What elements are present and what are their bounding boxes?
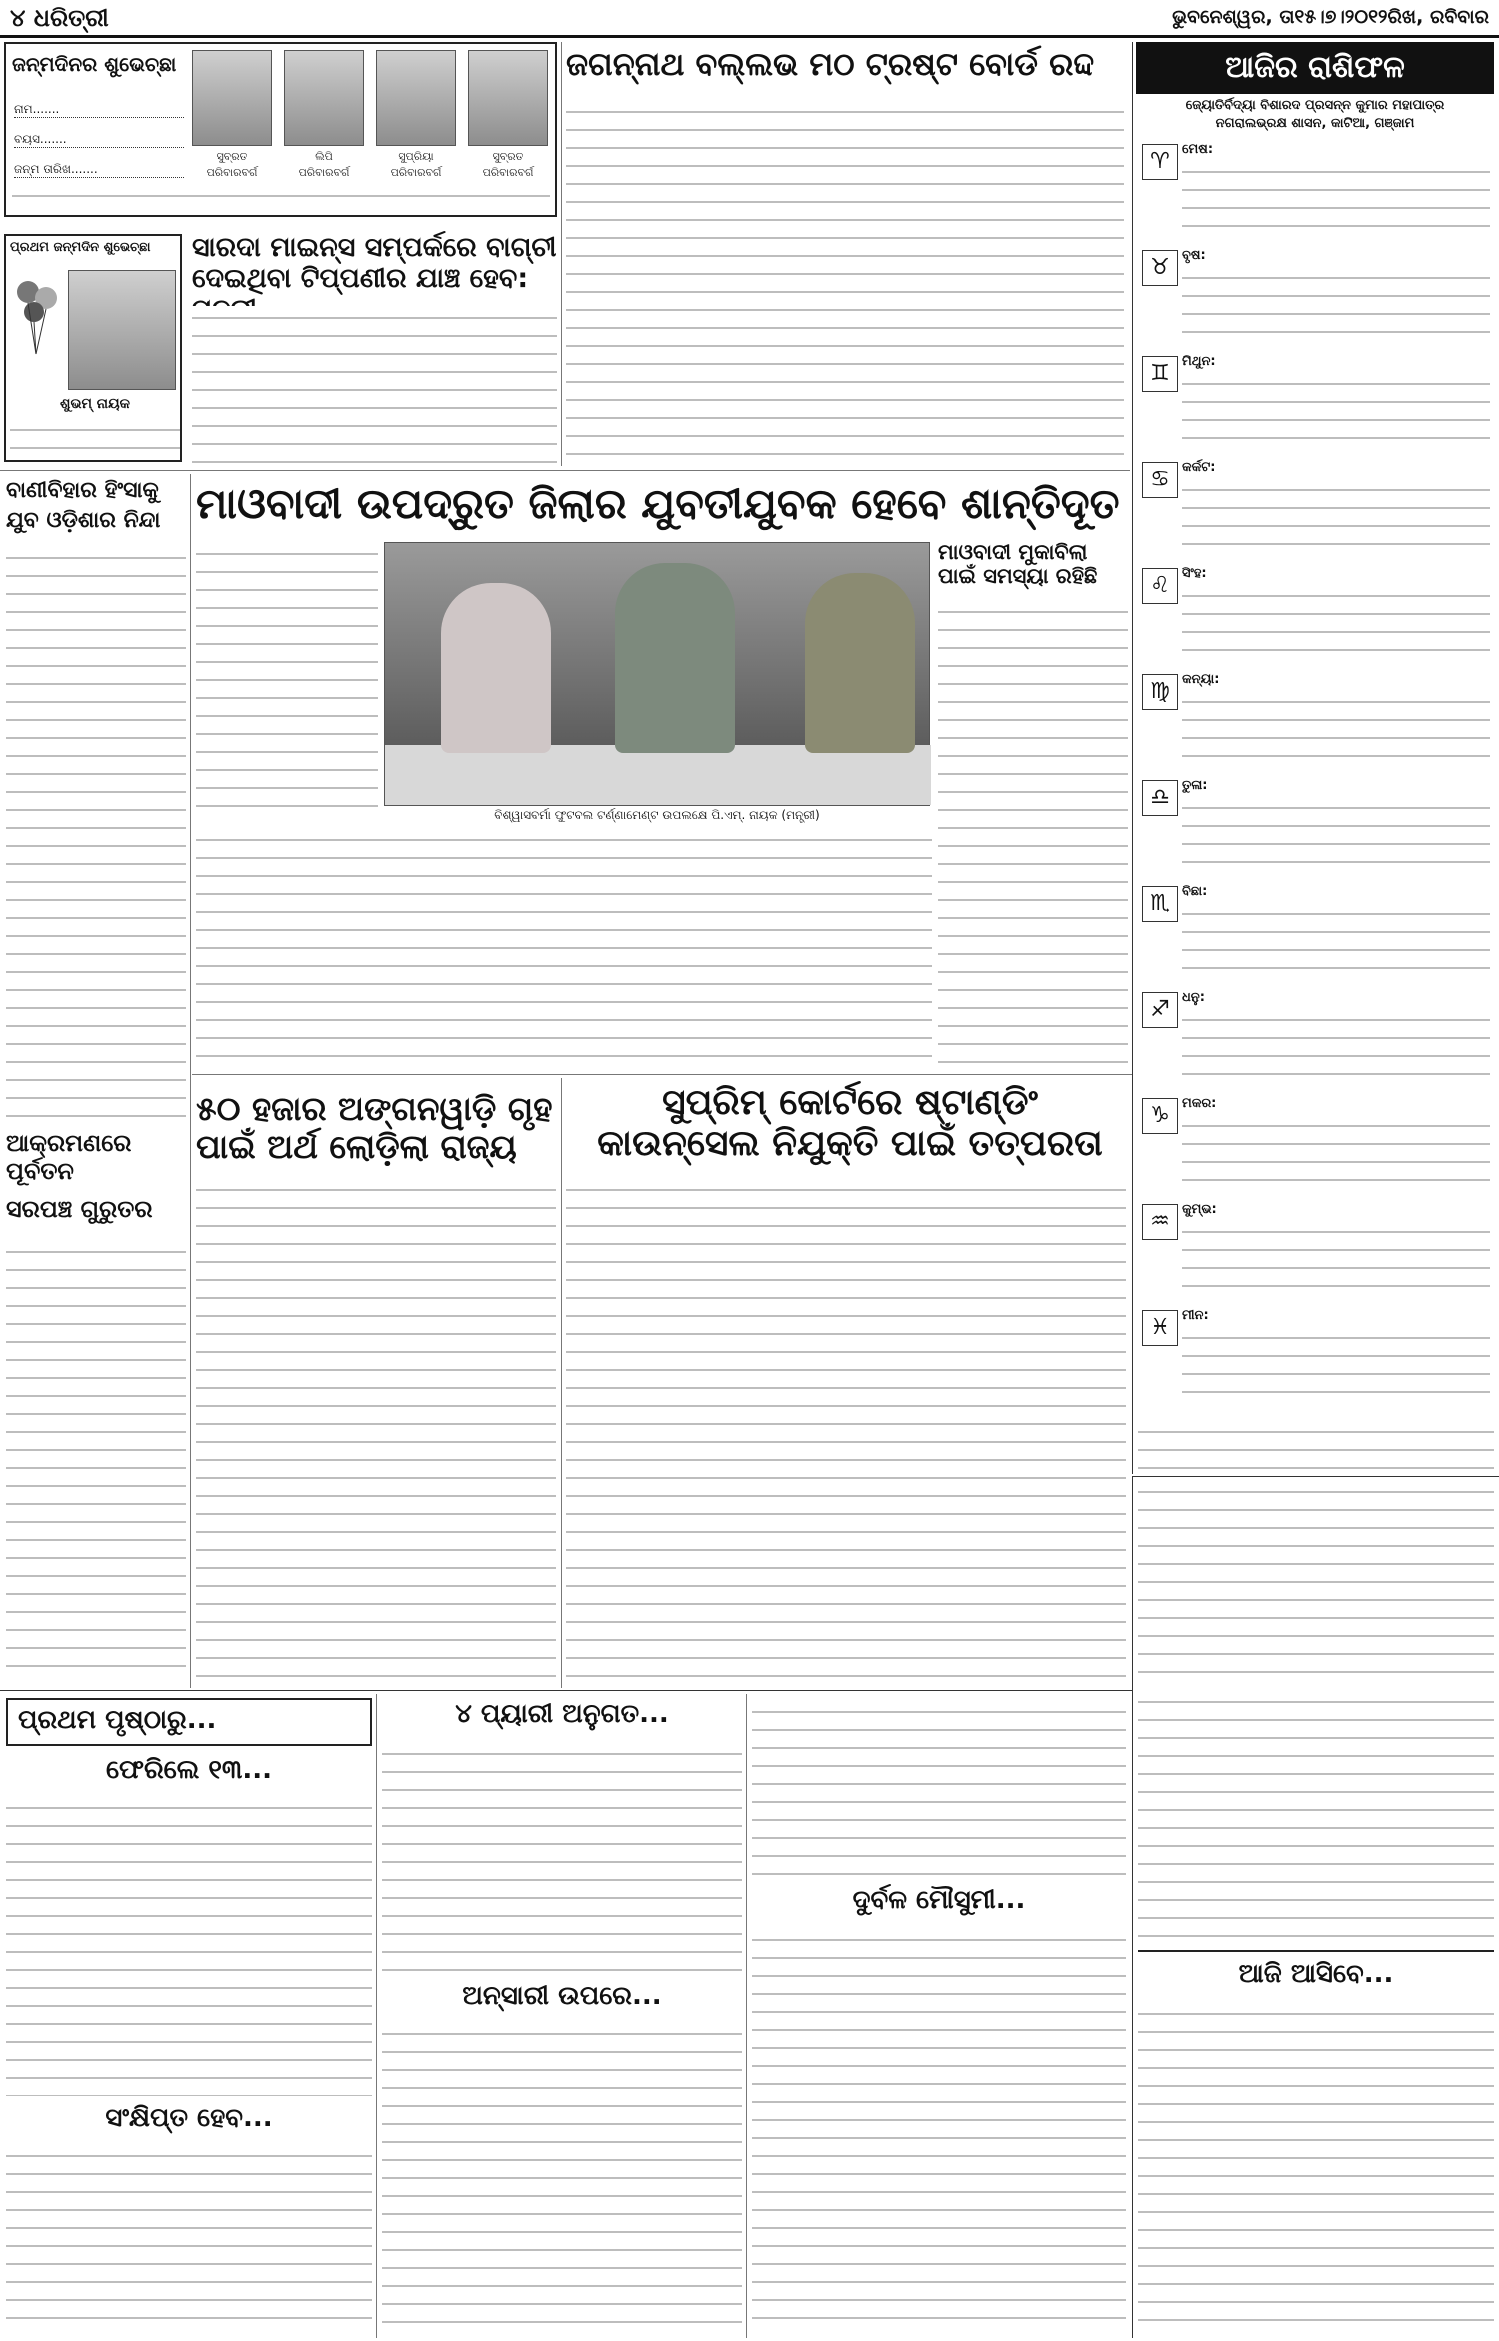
pherile-body	[6, 1796, 372, 2096]
aakraman-headline: ଆକ୍ରମଣରେ ପୂର୍ବତନ	[6, 1129, 132, 1185]
zodiac-name: କୁମ୍ଭ:	[1182, 1202, 1217, 1217]
zodiac-name: ମେଷ:	[1182, 142, 1214, 157]
maobadi-sidehead: ମାଓବାଦୀ ମୁକାବିଲା ପାଇଁ ସମସ୍ୟା ରହିଛି	[938, 540, 1098, 589]
zodiac-name: କନ୍ୟା:	[1182, 672, 1220, 687]
pyari-body	[382, 1742, 742, 1972]
zodiac-row	[1138, 988, 1494, 1087]
jagannath-body	[566, 100, 1124, 464]
zodiac-name: ବିଛା:	[1182, 884, 1208, 899]
zodiac-row	[1138, 1200, 1494, 1299]
rashiphala-title: ଆଜିର ରାଶିଫଳ	[1136, 42, 1494, 94]
first-birthday-box	[4, 234, 182, 462]
maobadi-body-bottom	[196, 828, 932, 1068]
supreme-body	[566, 1178, 1126, 1682]
zodiac-prediction	[1182, 1326, 1490, 1401]
zodiac-prediction	[1182, 1114, 1490, 1189]
zodiac-symbol-icon: ♉	[1142, 250, 1178, 286]
dateline: ଭୁବନେଶ୍ୱର, ତା୧୫।୭।୨୦୧୨ରିଖ, ରବିବାର	[1172, 6, 1489, 28]
first-birthday-photo	[68, 270, 176, 390]
baanibihar-body	[6, 546, 186, 1124]
zodiac-prediction	[1182, 160, 1490, 235]
ansari-body	[382, 2022, 742, 2334]
birthday-title: ଜନ୍ମଦିନର ଶୁଭେଚ୍ଛା	[12, 52, 177, 76]
zodiac-symbol-icon: ♌	[1142, 568, 1178, 604]
anganwadi-headline: ୫୦ ହଜାର ଅଙ୍ଗନୱାଡ଼ି ଗୃହ ପାଇଁ ଅର୍ଥ ଲୋଡ଼ିଲା ରାଜ୍ୟ	[196, 1089, 553, 1166]
photo-person-2	[615, 563, 735, 753]
zodiac-prediction	[1182, 1008, 1490, 1083]
zodiac-row	[1138, 246, 1494, 345]
rashi-continued-body	[1138, 1480, 1494, 1680]
aakraman-body	[6, 1240, 186, 1680]
zodiac-name: ବୃଷ:	[1182, 248, 1206, 263]
sankshipta-body	[6, 2144, 372, 2334]
kid-photo-1	[192, 50, 272, 146]
rashiphala-byline-2: ନଗରାଲଭ୍ରକ୍ଷ ଶାସନ, କାଟିଆ, ଗଞ୍ଜାମ	[1215, 116, 1415, 131]
sarada-headline: ସାରଦା ମାଇନ୍ସ ସମ୍ପର୍କରେ ବାଗ୍ଚୀ ଦେଇଥିବା ଟିପ୍ପଣୀର ଯାଞ୍ଚ ହେବ:	[192, 232, 557, 295]
aaji-box	[1138, 1950, 1494, 1952]
zodiac-row	[1138, 882, 1494, 981]
birthday-field-name: ନାମ.......	[14, 102, 184, 118]
pyari-headline: ୪ ପ୍ୟାରୀ ଅନୁଗତ...	[455, 1699, 669, 1729]
zodiac-symbol-icon: ♒	[1142, 1204, 1178, 1240]
birthday-field-age: ବୟସ.......	[14, 132, 184, 148]
sarada-body	[192, 306, 557, 464]
zodiac-row	[1138, 458, 1494, 557]
first-birthday-name: ଶୁଭମ୍ ନାୟକ	[60, 396, 130, 412]
pyari-continued-body	[752, 1700, 1126, 1878]
kid-photo-4	[468, 50, 548, 146]
balloon-icon	[14, 276, 60, 356]
zodiac-prediction	[1182, 690, 1490, 765]
zodiac-name: ମିଥୁନ:	[1182, 354, 1216, 369]
zodiac-symbol-icon: ♊	[1142, 356, 1178, 392]
zodiac-row	[1138, 776, 1494, 875]
page-masthead	[0, 0, 1499, 38]
first-birthday-title: ପ୍ରଥମ ଜନ୍ମଦିନ ଶୁଭେଚ୍ଛା	[10, 240, 151, 255]
birthday-box	[4, 42, 557, 217]
zodiac-symbol-icon: ♐	[1142, 992, 1178, 1028]
zodiac-prediction	[1182, 584, 1490, 659]
zodiac-symbol-icon: ♓	[1142, 1310, 1178, 1346]
prathama-headline: ପ୍ରଥମ ପୃଷ୍ଠାରୁ...	[18, 1705, 217, 1735]
maobadi-photo	[384, 542, 930, 806]
zodiac-row	[1138, 670, 1494, 769]
zodiac-symbol-icon: ♈	[1142, 144, 1178, 180]
zodiac-symbol-icon: ♍	[1142, 674, 1178, 710]
pherile-headline: ଫେରିଲେ ୧୩...	[105, 1755, 272, 1785]
photo-person-3	[805, 573, 915, 753]
kid-name-4: ସୁବ୍ରତ	[492, 150, 524, 163]
zodiac-name: ମୀନ:	[1182, 1308, 1209, 1323]
zodiac-name: ତୁଳା:	[1182, 778, 1208, 793]
page-number: ୪ ଧରିତ୍ରୀ	[10, 4, 109, 32]
birthday-field-date: ଜନ୍ମ ତାରିଖ.......	[14, 162, 184, 178]
zodiac-prediction	[1182, 372, 1490, 447]
aaji-headline: ଆଜି ଆସିବେ...	[1238, 1959, 1394, 1989]
jagannath-headline: ଜଗନ୍ନାଥ ବଲ୍ଲଭ ମଠ ଟ୍ରଷ୍ଟ ବୋର୍ଡ ରଦ୍ଦ	[566, 45, 1095, 83]
durbala-continued-body	[1138, 1690, 1494, 1940]
rashiphala-footer	[1138, 1420, 1494, 1472]
supreme-headline: ସୁପ୍ରିମ୍ କୋର୍ଟରେ ଷ୍ଟାଣ୍ଡିଂ କାଉନ୍ସେଲ ନିଯୁକ୍ତି ପାଇଁ ତତ୍ପରତା	[597, 1082, 1103, 1165]
zodiac-name: କର୍କଟ:	[1182, 460, 1216, 475]
zodiac-symbol-icon: ♏	[1142, 886, 1178, 922]
durbala-body	[752, 1928, 1126, 2334]
zodiac-symbol-icon: ♋	[1142, 462, 1178, 498]
zodiac-name: ମକର:	[1182, 1096, 1217, 1111]
anganwadi-body	[196, 1178, 556, 1682]
zodiac-name: ସିଂହ:	[1182, 566, 1207, 581]
kid-name-2: ଲିପି	[315, 150, 333, 163]
zodiac-row	[1138, 1094, 1494, 1193]
birthday-note	[12, 184, 550, 212]
photo-person-1	[441, 583, 551, 753]
prathama-box	[6, 1698, 372, 1746]
kid-caption-3: ପରିବାରବର୍ଗ	[390, 166, 442, 179]
aakraman-subhead: ସରପଞ୍ଚ ଗୁରୁତର	[6, 1195, 153, 1223]
zodiac-row	[1138, 140, 1494, 239]
rashiphala-byline: ଜ୍ୟୋତିର୍ବିଦ୍ୟା ବିଶାରଦ ପ୍ରସନ୍ନ କୁମାର ମହାପାତ୍ର	[1185, 98, 1445, 113]
zodiac-prediction	[1182, 1220, 1490, 1295]
baanibihar-headline: ବାଣୀବିହାର ହିଂସାକୁ	[6, 478, 159, 503]
baanibihar-subhead: ଯୁବ ଓଡ଼ିଶାର ନିନ୍ଦା	[6, 508, 161, 533]
zodiac-prediction	[1182, 478, 1490, 553]
photo-table	[385, 745, 931, 805]
kid-caption-2: ପରିବାରବର୍ଗ	[298, 166, 350, 179]
maobadi-headline: ମାଓବାଦୀ ଉପଦ୍ରୁତ ଜିଲାର ଯୁବତୀଯୁବକ ହେବେ ଶାନ୍ତିଦୂତ	[196, 479, 1120, 528]
ansari-headline: ଅନ୍ସାରୀ ଉପରେ...	[462, 1981, 662, 2011]
zodiac-row	[1138, 352, 1494, 451]
sankshipta-headline: ସଂକ୍ଷିପ୍ତ ହେବ...	[105, 2103, 273, 2133]
zodiac-prediction	[1182, 796, 1490, 871]
zodiac-row	[1138, 1306, 1494, 1405]
durbala-headline: ଦୁର୍ବଳ ମୌସୁମୀ...	[852, 1885, 1026, 1915]
kid-caption-1: ପରିବାରବର୍ଗ	[206, 166, 258, 179]
zodiac-symbol-icon: ♑	[1142, 1098, 1178, 1134]
kid-name-3: ସୁପ୍ରିୟା	[398, 150, 434, 163]
zodiac-prediction	[1182, 266, 1490, 341]
maobadi-body-right	[938, 600, 1128, 1066]
maobadi-body-left	[196, 542, 378, 812]
zodiac-symbol-icon: ♎	[1142, 780, 1178, 816]
first-birthday-note	[10, 418, 180, 458]
kid-photo-2	[284, 50, 364, 146]
aaji-body	[1138, 2002, 1494, 2334]
zodiac-prediction	[1182, 902, 1490, 977]
kid-caption-4: ପରିବାରବର୍ଗ	[482, 166, 534, 179]
kid-name-1: ସୁବ୍ରତ	[216, 150, 248, 163]
zodiac-name: ଧନୁ:	[1182, 990, 1205, 1005]
zodiac-row	[1138, 564, 1494, 663]
maobadi-photo-caption: ବିଶ୍ୱାସବର୍ମା ଫୁଟବଲ ଟର୍ଣ୍ଣାମେଣ୍ଟ ଉପଲକ୍ଷେ ପି.ଏମ୍. ନାୟକ (ମନ୍ତ୍ରୀ)	[494, 808, 820, 822]
kid-photo-3	[376, 50, 456, 146]
